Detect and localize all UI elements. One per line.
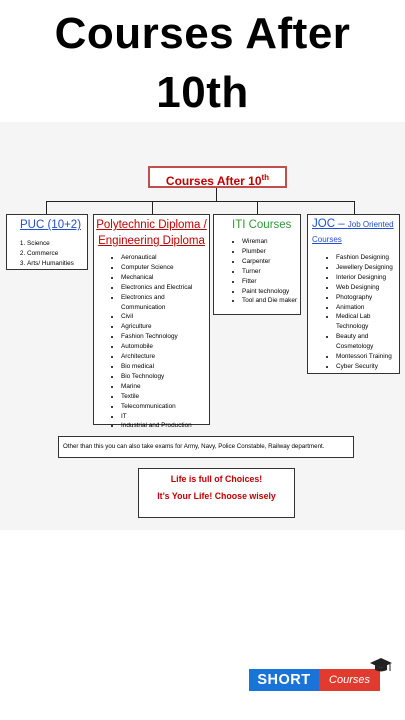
joc-title-big: JOC –: [312, 218, 348, 230]
polytechnic-list-item: • Telecommunication: [121, 402, 209, 412]
polytechnic-list-item: • Civil: [121, 312, 209, 322]
joc-list-item: • Montessori Training: [336, 352, 399, 362]
iti-node: [213, 214, 301, 315]
joc-list-item: • Interior Designing: [336, 273, 399, 283]
iti-title: ITI Courses: [232, 219, 292, 231]
iti-list-item: • Carpenter: [242, 257, 300, 267]
brand-part-2: Courses: [319, 669, 380, 691]
joc-node: [307, 214, 400, 374]
polytechnic-list-item: • Fashion Technology: [121, 332, 209, 342]
iti-list-item: • Plumber: [242, 247, 300, 257]
polytechnic-list-item: • Bio Technology: [121, 372, 209, 382]
iti-list-item: • Turner: [242, 267, 300, 277]
motto-box: [138, 468, 295, 518]
note-text: Other than this you can also take exams for Army, Navy, Police Constable, Railway department.: [63, 443, 325, 450]
connector-puc: [46, 201, 47, 214]
iti-list-item: • Paint technology: [242, 287, 300, 297]
polytechnic-list-item: • Electronics and Communication: [121, 293, 209, 313]
joc-list-item: • Cyber Security: [336, 362, 399, 372]
joc-list-item: • Photography: [336, 293, 399, 303]
polytechnic-list-item: • Textile: [121, 392, 209, 402]
joc-list: [308, 253, 399, 372]
polytechnic-list-item: • Industrial and Production: [121, 421, 209, 431]
polytechnic-title-line-2: Engineering Diploma: [98, 235, 205, 247]
joc-list-item: • Web Designing: [336, 283, 399, 293]
polytechnic-list-item: • Aeronautical: [121, 253, 209, 263]
polytechnic-title-line-1: Polytechnic Diploma /: [96, 219, 207, 231]
joc-title: [308, 215, 399, 247]
connector-iti: [257, 201, 258, 214]
note-box: [58, 436, 354, 458]
puc-title: PUC (10+2): [20, 219, 82, 231]
polytechnic-title: [94, 215, 209, 249]
puc-list: [7, 239, 87, 269]
iti-list-item: • Tool and Die maker: [242, 296, 300, 306]
motto-line-1: Life is full of Choices!: [170, 474, 263, 484]
iti-list-item: • Fitter: [242, 277, 300, 287]
polytechnic-list-item: • Automobile: [121, 342, 209, 352]
puc-node: [6, 214, 88, 270]
joc-list-item: • Medical Lab Technology: [336, 312, 399, 332]
connector-polytechnic: [152, 201, 153, 214]
graduation-cap-icon: [369, 657, 393, 675]
connector-horizontal-bar: [46, 201, 354, 202]
motto-line-2: It’s Your Life! Choose wisely: [157, 491, 276, 501]
polytechnic-list-item: • Electronics and Electrical: [121, 283, 209, 293]
joc-list-item: • Animation: [336, 303, 399, 313]
root-node: [148, 166, 287, 188]
iti-list-item: • Wireman: [242, 237, 300, 247]
joc-title-line-2: Courses: [312, 235, 342, 244]
polytechnic-list-item: • Bio medical: [121, 362, 209, 372]
polytechnic-list: [94, 253, 209, 431]
root-label-sup: th: [261, 173, 270, 182]
polytechnic-node: [93, 214, 210, 430]
joc-title-small: Job Oriented: [347, 220, 394, 229]
connector-joc: [354, 201, 355, 214]
root-label: Courses After 10: [165, 174, 262, 188]
brand-part-1: SHORT: [249, 669, 319, 691]
polytechnic-list-item: • Agriculture: [121, 322, 209, 332]
puc-list-item: 1. Science: [27, 239, 87, 249]
polytechnic-list-item: • Marine: [121, 382, 209, 392]
polytechnic-list-item: • Computer Science: [121, 263, 209, 273]
polytechnic-list-item: • Mechanical: [121, 273, 209, 283]
polytechnic-list-item: • IT: [121, 412, 209, 422]
brand-logo: [249, 669, 380, 691]
headline-line-2: 10th: [156, 68, 249, 117]
joc-list-item: • Beauty and Cosmetology: [336, 332, 399, 352]
joc-list-item: • Jewellery Designing: [336, 263, 399, 273]
puc-list-item: 2. Commerce: [27, 249, 87, 259]
puc-list-item: 3. Arts/ Humanities: [27, 259, 87, 269]
polytechnic-list-item: • Architecture: [121, 352, 209, 362]
joc-list-item: • Fashion Designing: [336, 253, 399, 263]
iti-list: [214, 237, 300, 306]
headline-line-1: Courses After: [54, 9, 351, 58]
